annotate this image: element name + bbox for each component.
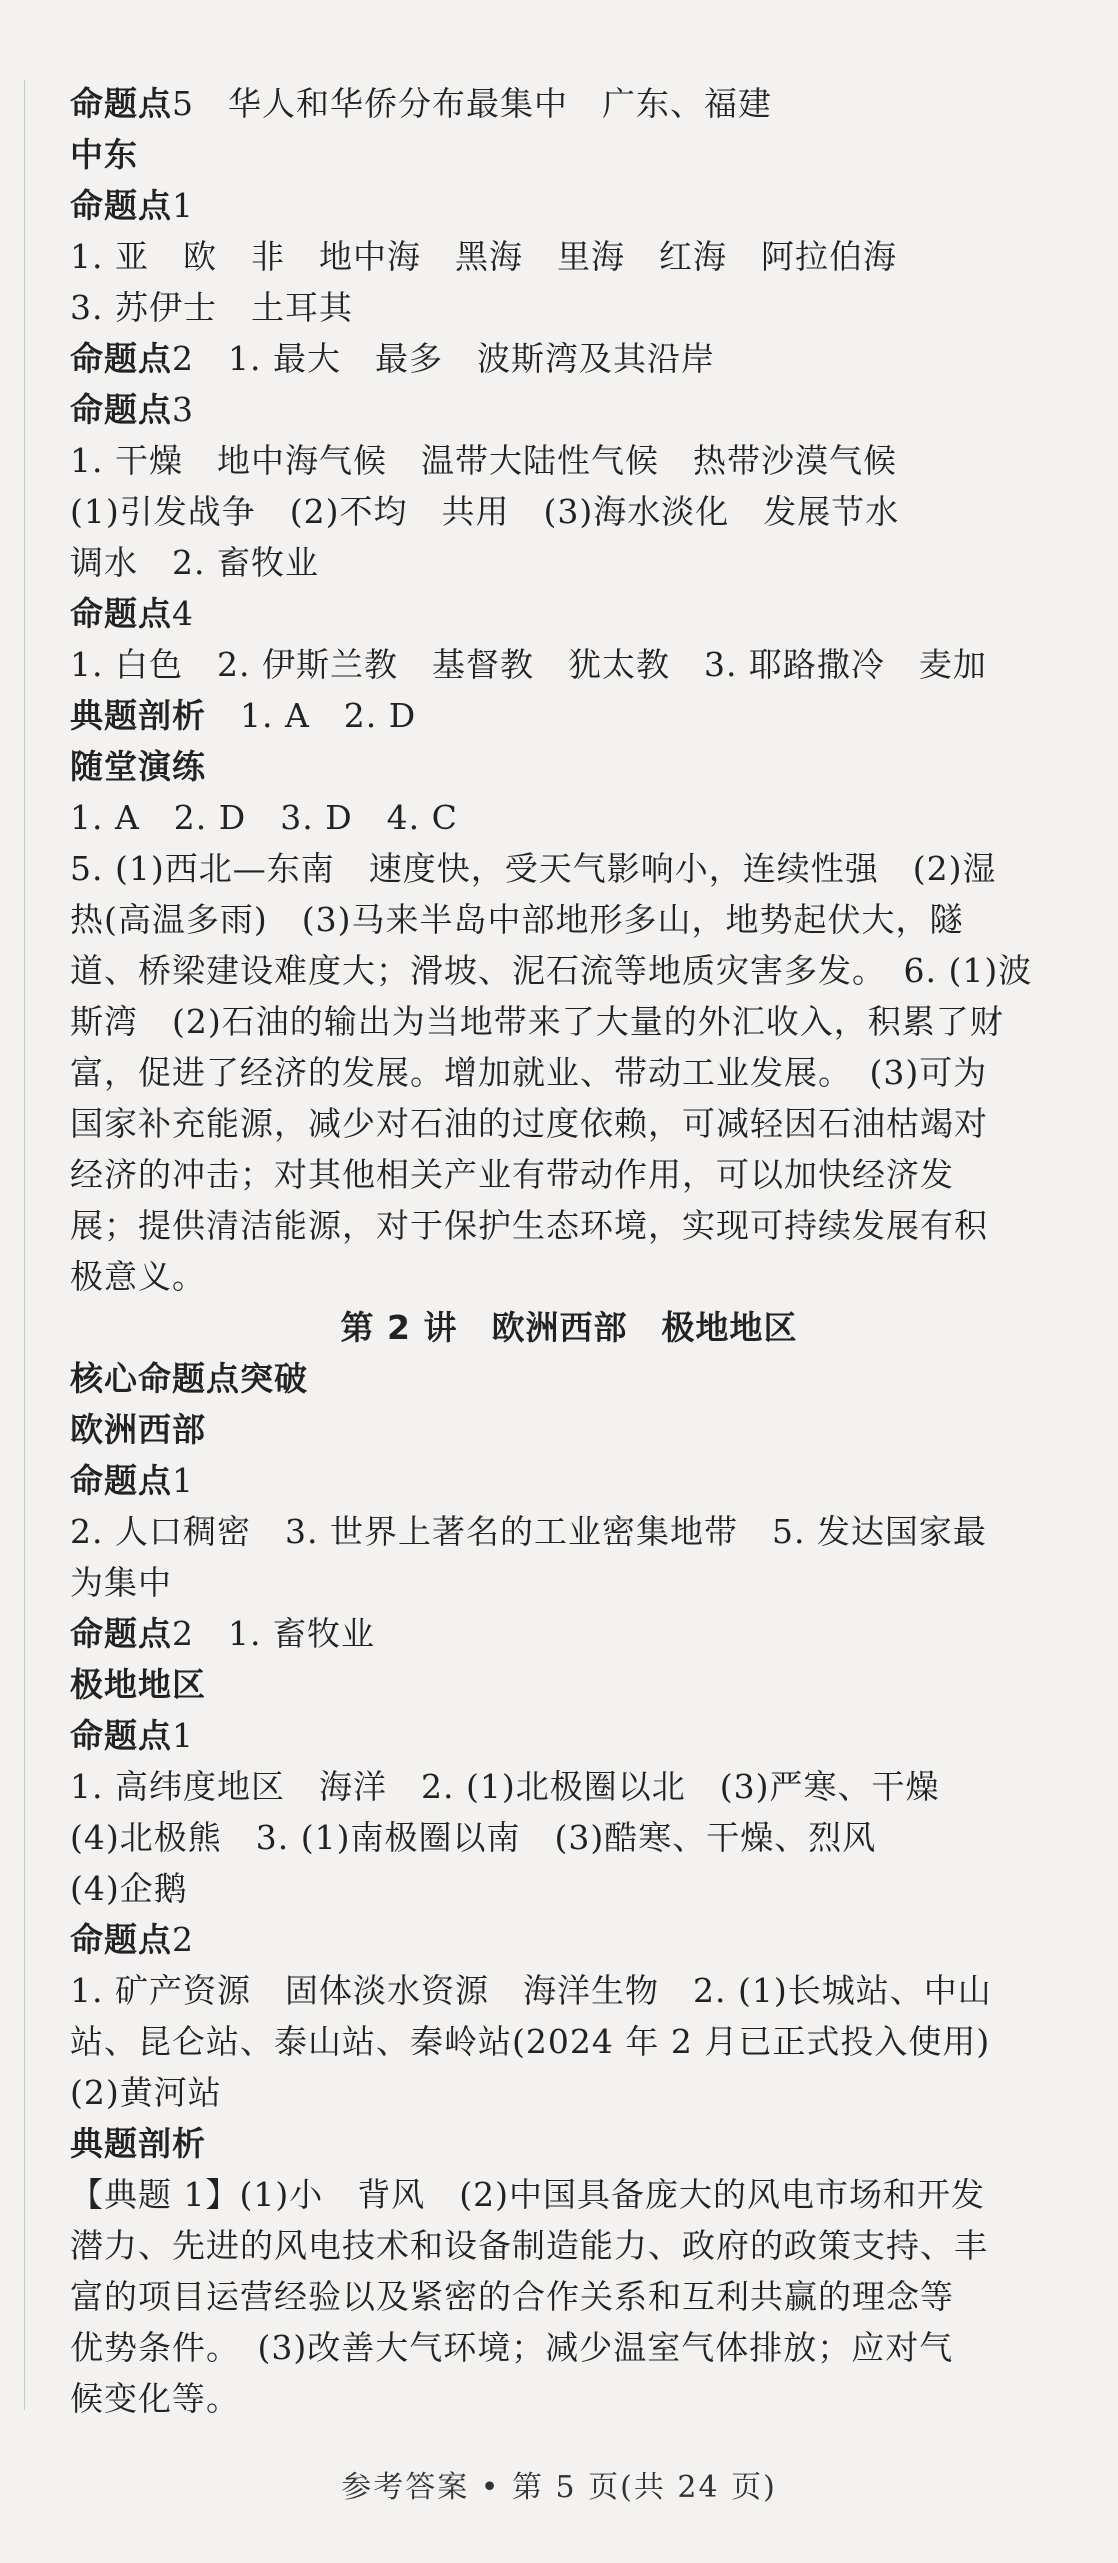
answer-line: 斯湾 (2)石油的输出为当地带来了大量的外汇收入，积累了财 — [70, 1002, 1004, 1041]
answer-line: 1. 高纬度地区 海洋 2. (1)北极圈以北 (3)严寒、干燥 — [70, 1767, 940, 1806]
page-footer: 参考答案 • 第 5 页(共 24 页) — [341, 2470, 777, 2505]
topic-heading: 命题点1 — [70, 1716, 194, 1755]
answer-line: 为集中 — [70, 1563, 172, 1602]
answer-line: 热(高温多雨) (3)马来半岛中部地形多山，地势起伏大，隧 — [70, 900, 964, 939]
example-analysis: 典题剖析 1. A 2. D — [70, 696, 417, 735]
answer-line: 1. 白色 2. 伊斯兰教 基督教 犹太教 3. 耶路撒冷 麦加 — [70, 645, 987, 684]
answer-line: 1. 干燥 地中海气候 温带大陆性气候 热带沙漠气候 — [70, 441, 897, 480]
topic-heading: 命题点3 — [70, 390, 194, 429]
answer-line: 调水 2. 畜牧业 — [70, 543, 319, 582]
answer-line: (2)黄河站 — [70, 2073, 222, 2112]
topic-heading: 命题点2 1. 最大 最多 波斯湾及其沿岸 — [70, 339, 715, 378]
section-heading: 核心命题点突破 — [70, 1359, 308, 1398]
topic-heading: 命题点1 — [70, 1461, 194, 1500]
answer-line: (4)北极熊 3. (1)南极圈以南 (3)酷寒、干燥、烈风 — [70, 1818, 877, 1857]
section-heading: 中东 — [70, 135, 138, 174]
topic-heading: 命题点2 1. 畜牧业 — [70, 1614, 375, 1653]
answer-line: 富，促进了经济的发展。增加就业、带动工业发展。 (3)可为 — [70, 1053, 988, 1092]
answer-line: 道、桥梁建设难度大；滑坡、泥石流等地质灾害多发。 6. (1)波 — [70, 951, 1033, 990]
practice-heading: 随堂演练 — [70, 747, 206, 786]
answer-line: (4)企鹅 — [70, 1869, 188, 1908]
topic-heading: 命题点2 — [70, 1920, 194, 1959]
answer-line: 候变化等。 — [70, 2379, 240, 2418]
answer-line: 1. 矿产资源 固体淡水资源 海洋生物 2. (1)长城站、中山 — [70, 1971, 992, 2010]
answer-line: 优势条件。 (3)改善大气环境；减少温室气体排放；应对气 — [70, 2328, 954, 2367]
answer-line: (1)引发战争 (2)不均 共用 (3)海水淡化 发展节水 — [70, 492, 900, 531]
section-heading: 欧洲西部 — [70, 1410, 206, 1449]
answer-line: 经济的冲击；对其他相关产业有带动作用，可以加快经济发 — [70, 1155, 954, 1194]
answer-line: 2. 人口稠密 3. 世界上著名的工业密集地带 5. 发达国家最 — [70, 1512, 987, 1551]
answer-line: 极意义。 — [70, 1257, 206, 1296]
lecture-title: 第 2 讲 欧洲西部 极地地区 — [340, 1308, 798, 1347]
answer-line: 【典题 1】(1)小 背风 (2)中国具备庞大的风电市场和开发 — [70, 2175, 985, 2214]
answer-line: 1. A 2. D 3. D 4. C — [70, 798, 458, 837]
answer-content — [70, 78, 1068, 2424]
topic-heading: 命题点4 — [70, 594, 194, 633]
answer-line: 富的项目运营经验以及紧密的合作关系和互利共赢的理念等 — [70, 2277, 954, 2316]
answer-line: 国家补充能源，减少对石油的过度依赖，可减轻因石油枯竭对 — [70, 1104, 988, 1143]
answer-line: 潜力、先进的风电技术和设备制造能力、政府的政策支持、丰 — [70, 2226, 988, 2265]
example-analysis-heading: 典题剖析 — [70, 2124, 206, 2163]
answer-line: 展；提供清洁能源，对于保护生态环境，实现可持续发展有积 — [70, 1206, 988, 1245]
topic-heading: 命题点1 — [70, 186, 194, 225]
answer-line: 5. (1)西北—东南 速度快，受天气影响小，连续性强 (2)湿 — [70, 849, 997, 888]
answer-line: 3. 苏伊士 土耳其 — [70, 288, 353, 327]
answer-line: 站、昆仑站、泰山站、秦岭站(2024 年 2 月已正式投入使用) — [70, 2022, 991, 2061]
section-heading: 极地地区 — [70, 1665, 206, 1704]
line-1: 命题点5 华人和华侨分布最集中 广东、福建 — [70, 84, 772, 123]
margin-line — [24, 80, 25, 2410]
answer-line: 1. 亚 欧 非 地中海 黑海 里海 红海 阿拉伯海 — [70, 237, 897, 276]
